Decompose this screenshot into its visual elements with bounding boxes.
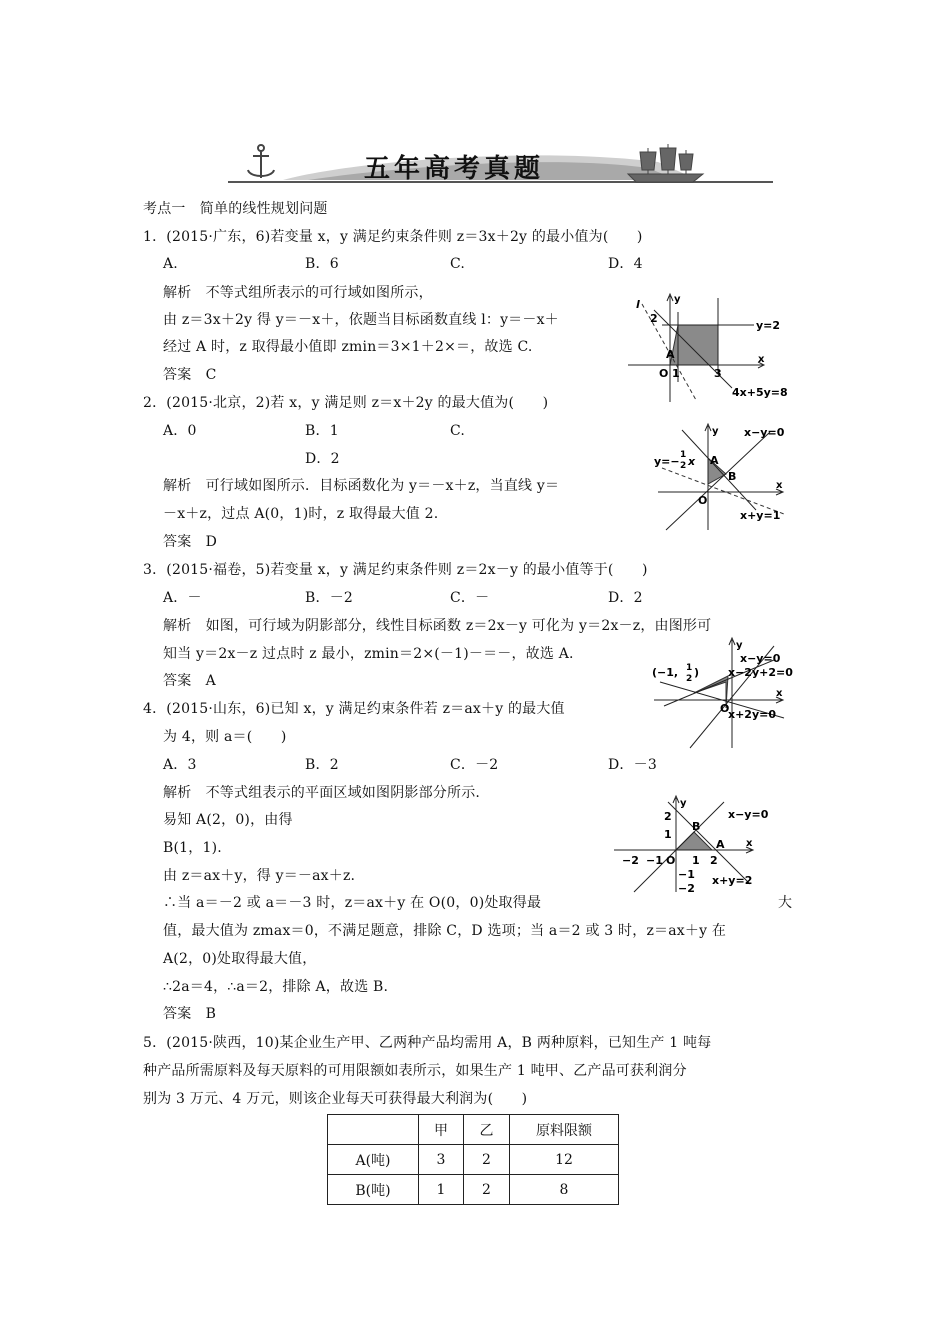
figure-3 <box>650 636 800 756</box>
q1-option-a: A. <box>163 256 178 272</box>
fig4-label-x: x <box>746 838 753 849</box>
fig3-label-y: y <box>736 640 743 651</box>
fig2-label-yeq: y=− <box>654 455 680 468</box>
q3-option-a: A．－ <box>163 590 202 606</box>
table-cell: 12 <box>510 1145 619 1175</box>
fig2-label-frac-den: 2 <box>680 461 687 471</box>
fig2-label-A: A <box>710 454 719 467</box>
q2-option-b: B．1 <box>305 423 339 439</box>
q3-analysis-1: 解析 如图，可行域为阴影部分，线性目标函数 z＝2x－y 可化为 y＝2x－z，由图形可 <box>163 618 712 634</box>
q4-analysis-4: 由 z＝ax＋y，得 y＝－ax＋z. <box>163 868 356 884</box>
q4-analysis-5: ∴当 a＝－2 或 a＝－3 时，z＝ax＋y 在 O(0，0)处取得最 <box>163 895 542 911</box>
q3-option-d: D．2 <box>608 590 643 606</box>
table-header-cell: 原料限额 <box>510 1115 619 1145</box>
question-5-line-1: 5．(2015·陕西，10)某企业生产甲、乙两种产品均需用 A，B 两种原料，已知生产 1 吨每 <box>143 1035 712 1051</box>
q2-analysis-2: －x＋z，过点 A(0，1)时，z 取得最大值 2. <box>163 506 439 522</box>
fig4-label-A: A <box>716 838 725 851</box>
page-title: 五年高考真题 <box>364 154 545 184</box>
fig2-label-line: x+y=1 <box>740 509 781 522</box>
fig4-label-2: 2 <box>664 810 672 823</box>
fig3-label-xy: x−y=0 <box>740 652 781 665</box>
q3-analysis-2: 知当 y＝2x－z 过点时 z 最小，zmin＝2×(－1)－＝－，故选 A. <box>163 646 574 662</box>
fig4-label-m1: −1 <box>646 854 663 867</box>
fig3-label-frac-den: 2 <box>686 674 693 684</box>
q3-option-c: C．－ <box>450 590 490 606</box>
q1-analysis-2: 由 z＝3x＋2y 得 y＝－x＋，依题当目标函数直线 l：y＝－x＋ <box>163 312 559 328</box>
q4-option-b: B．2 <box>305 757 339 773</box>
fig2-label-frac-num: 1 <box>680 450 687 460</box>
q4-analysis-8: ∴2a＝4，∴a＝2，排除 A，故选 B. <box>163 979 389 995</box>
q4-analysis-1: 解析 不等式组表示的平面区域如图阴影部分所示. <box>163 785 481 801</box>
q4-option-d: D．－3 <box>608 757 657 773</box>
table-cell: 1 <box>419 1175 464 1205</box>
fig3-label-pt: (−1, <box>652 666 679 679</box>
question-4-cont: 为 4，则 a＝( ) <box>163 729 287 745</box>
table-header-row <box>328 1115 619 1145</box>
fig1-label-2: 2 <box>650 312 658 325</box>
q4-option-a: A．3 <box>163 757 197 773</box>
q4-analysis-7: A(2，0)处取得最大值， <box>163 951 317 967</box>
q1-option-d: D．4 <box>608 256 643 272</box>
table-cell: 8 <box>510 1175 619 1205</box>
fig1-label-y2: y=2 <box>756 319 781 332</box>
table-cell: 3 <box>419 1145 464 1175</box>
question-1: 1．(2015·广东，6)若变量 x，y 满足约束条件则 z＝3x＋2y 的最小值为( ) <box>143 229 643 245</box>
q2-answer: 答案 D <box>163 534 218 550</box>
q2-option-d: D．2 <box>305 451 340 467</box>
fig1-label-1: 1 <box>672 367 680 380</box>
q1-analysis-1: 解析 不等式组所表示的可行域如图所示， <box>163 285 433 301</box>
table-header-cell: 甲 <box>419 1115 464 1145</box>
fig4-label-x1: 1 <box>692 854 700 867</box>
fig4-label-xy: x−y=0 <box>728 808 769 821</box>
fig1-label-O: O <box>659 367 669 380</box>
fig4-label-line: x+y=2 <box>712 874 753 887</box>
fig3-label-line3: x+2y=0 <box>728 708 777 721</box>
figure-1 <box>628 292 798 408</box>
fig1-label-l: l <box>636 298 640 311</box>
q1-option-c: C. <box>450 256 466 272</box>
question-4: 4．(2015·山东，6)已知 x，y 满足约束条件若 z＝ax＋y 的最大值 <box>143 701 565 717</box>
q4-answer: 答案 B <box>163 1006 217 1022</box>
table-cell: B(吨) <box>328 1175 419 1205</box>
q4-analysis-2: 易知 A(2，0)，由得 <box>163 812 293 828</box>
question-5-line-2: 种产品所需原料及每天原料的可用限额如表所示，如果生产 1 吨甲、乙产品可获利润分 <box>143 1063 687 1079</box>
figure-2 <box>652 422 802 538</box>
q3-answer: 答案 A <box>163 673 216 689</box>
fig4-label-ym1: −1 <box>678 868 695 881</box>
question-3: 3．(2015·福卷，5)若变量 x，y 满足约束条件则 z＝2x－y 的最小值等于( ) <box>143 562 648 578</box>
figure-4 <box>612 794 782 898</box>
fig4-label-y: y <box>680 798 687 809</box>
fig4-label-m2: −2 <box>622 854 639 867</box>
q4-option-c: C．－2 <box>450 757 499 773</box>
fig3-label-line2: x−2y+2=0 <box>728 666 793 679</box>
q1-option-b: B．6 <box>305 256 339 272</box>
q3-option-b: B．－2 <box>305 590 353 606</box>
fig3-label-O: O <box>720 702 730 715</box>
materials-table <box>327 1114 619 1205</box>
fig1-label-x: x <box>758 354 765 365</box>
table-cell: 2 <box>464 1145 510 1175</box>
fig2-label-xy: x−y=0 <box>744 426 785 439</box>
fig2-label-O: O <box>698 494 708 507</box>
fig3-label-paren: ) <box>694 666 700 679</box>
table-row <box>328 1175 619 1205</box>
fig2-label-B: B <box>728 470 737 483</box>
q4-analysis-6: 值，最大值为 zmax＝0，不满足题意，排除 C，D 选项；当 a＝2 或 3 时，z＝ax＋y 在 <box>163 923 727 939</box>
fig4-label-B: B <box>692 820 701 833</box>
fig3-label-x: x <box>776 688 783 699</box>
fig4-label-O: O <box>666 854 676 867</box>
fig4-label-ym2: −2 <box>678 882 695 894</box>
table-header-cell <box>328 1115 419 1145</box>
fig1-label-line: 4x+5y=8 <box>732 386 788 399</box>
table-header-cell: 乙 <box>464 1115 510 1145</box>
anchor-icon <box>248 145 274 178</box>
fig3-label-frac-num: 1 <box>686 663 693 673</box>
fig4-label-1: 1 <box>664 828 672 841</box>
question-5-line-3: 别为 3 万元、4 万元，则该企业每天可获得最大利润为( ) <box>143 1091 528 1107</box>
section-heading: 考点一 简单的线性规划问题 <box>143 201 328 217</box>
fig2-label-xvar: x <box>688 455 696 468</box>
q1-answer: 答案 C <box>163 367 217 383</box>
question-2: 2．(2015·北京，2)若 x，y 满足则 z＝x＋2y 的最大值为( ) <box>143 395 549 411</box>
fig1-label-3: 3 <box>714 367 722 380</box>
fig2-label-y: y <box>712 426 719 437</box>
q1-analysis-3: 经过 A 时，z 取得最小值即 zmin＝3×1＋2×＝，故选 C. <box>163 339 533 355</box>
fig1-label-A: A <box>666 348 675 361</box>
q4-analysis-5-end: 大 <box>778 895 793 911</box>
q2-option-c: C. <box>450 423 466 439</box>
q2-analysis-1: 解析 可行域如图所示．目标函数化为 y＝－x＋z，当直线 y＝ <box>163 478 560 494</box>
fig4-label-x2: 2 <box>710 854 718 867</box>
table-cell: A(吨) <box>328 1145 419 1175</box>
q2-option-a: A．0 <box>163 423 197 439</box>
table-row <box>328 1145 619 1175</box>
fig2-label-x: x <box>776 480 783 491</box>
fig1-label-y: y <box>674 294 681 305</box>
table-cell: 2 <box>464 1175 510 1205</box>
q4-analysis-3: B(1，1). <box>163 840 222 856</box>
